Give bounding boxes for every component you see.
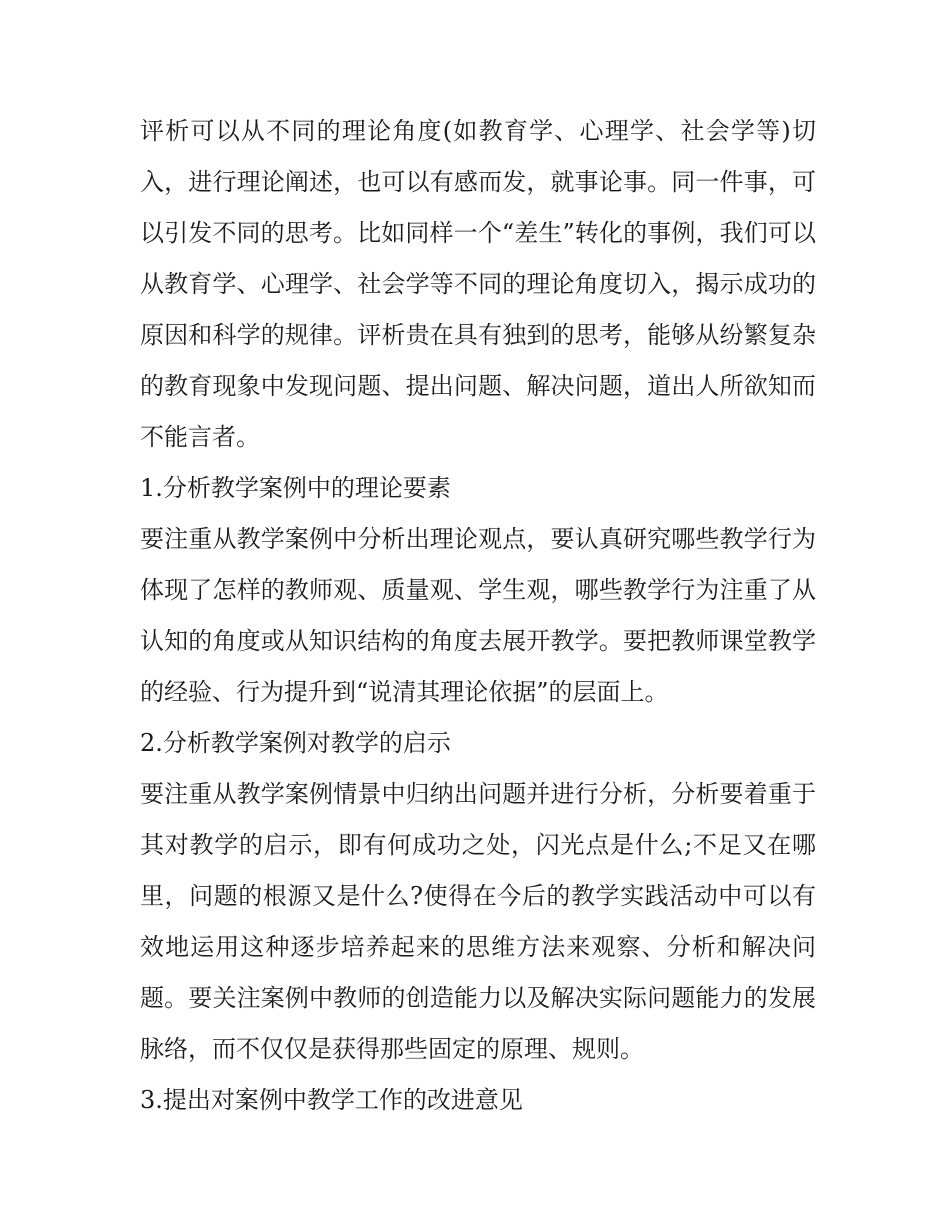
document-body	[140, 106, 816, 1126]
section-2-paragraph: 要注重从教学案例情景中归纳出问题并进行分析，分析要着重于其对教学的启示，即有何成功之处，闪光点是什么;不足又在哪里，问题的根源又是什么?使得在今后的教学实践活动中可以有效地运用这种逐步培养起来的思维方法来观察、分析和解决问题。要关注案例中教师的创造能力以及解决实际问题能力的发展脉络，而不仅仅是获得那些固定的原理、规则。	[140, 780, 816, 1063]
section-1-paragraph: 要注重从教学案例中分析出理论观点，要认真研究哪些教学行为体现了怎样的教师观、质量观、学生观，哪些教学行为注重了从认知的角度或从知识结构的角度去展开教学。要把教师课堂教学的经验、行为提升到“说清其理论依据”的层面上。	[140, 525, 816, 706]
section-3-heading: 3.提出对案例中教学工作的改进意见	[140, 1086, 523, 1114]
intro-paragraph: 评析可以从不同的理论角度(如教育学、心理学、社会学等)切入，进行理论阐述，也可以有感而发，就事论事。同一件事，可以引发不同的思考。比如同样一个“差生”转化的事例，我们可以从教育学、心理学、社会学等不同的理论角度切入，揭示成功的原因和科学的规律。评析贵在具有独到的思考，能够从纷繁复杂的教育现象中发现问题、提出问题、解决问题，道出人所欲知而不能言者。	[140, 117, 816, 451]
section-2-heading: 2.分析教学案例对教学的启示	[140, 729, 451, 757]
section-1-heading: 1.分析教学案例中的理论要素	[140, 474, 451, 502]
